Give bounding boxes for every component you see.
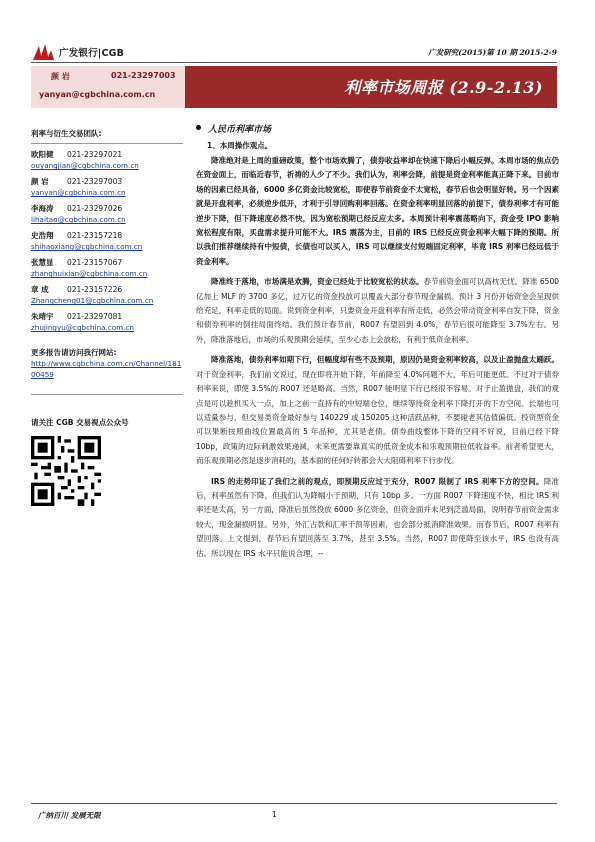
banner-contact-name: 颜 岩 [51, 72, 70, 81]
paragraph-lead: IRS 的走势印证了我们之前的观点，即预期反应过于充分，R007 限制了 IRS 利率下方的空间。 [211, 476, 544, 486]
banner-contact-email: yanyan@cgbchina.com.cn [39, 90, 156, 99]
member-phone: 021-23157067 [67, 258, 123, 267]
member-name: 史浩翔 [31, 231, 54, 240]
paragraph-lead: 降准绝对是上周的重磅政策，整个市场欢腾了，债券收益率却在快速下降后小幅反弹。本周市场的焦点仍在资金面上，而临近春节，祈祷的人少了不少。我们认为，利率会降，前提是资金利率能真正降下来。目前市场的因素已经具备，6000 多亿资金比较宽松，即使春节前资金不太宽松，春节后也会明显好转。另一个因素就是开盘利率，必须逆步低开，才利于引导回购利率回落。在资金利率明显回落的前提下，债券利率才有可能逆步下降，但下降速度必然不快，因为宽松预期已经反应太多。本周预计利率震荡略向下，资金受 IPO 影响宽松程度有限，买盘需求提升可能不大。IRS 震荡为主，目前的 IRS 已经反应资金利率大幅下降的预期。所以我们推荐继续持有中短债，长债也可以买入，IRS 可以继续支付短端固定利率，毕竟 IRS 利率已经远低于资金利率。 [196, 156, 559, 266]
member-name: 朱靖宇 [31, 312, 54, 321]
report-title: 利率市场周报 (2.9-2.13) [344, 78, 543, 97]
paragraph-body: 春节前资金面可以高枕无忧。降准 6500 亿加上 MLF 的 3700 多亿，过万亿的资金投放可以覆盖大部分春节现金漏损。预计 3 月份开始资金会呈现供给充足，利率走低的局面。说到资金利率，只要资金开盘利率有所走低，必然会带动资金利率自发下降，资金和债券利率的倒挂局面终结。我们预计春节前，R007 有望回到 4.0%，春节后很可能降至 3.7%左右。另外，降准落地后，市场的乐观预期会延续，至少心态上会放松，有利于低资金利率。 [196, 277, 559, 344]
footer-divider [31, 803, 557, 804]
member-phone: 021-23157218 [67, 231, 123, 240]
report-banner [31, 66, 557, 108]
sub-title: 1、本周操作观点。 [207, 141, 273, 150]
member-phone: 021-23297026 [67, 204, 123, 213]
paragraph-lead: 降准终于落地，市场满是欢腾，资金已经处于比较宽松的状态。 [211, 277, 424, 287]
member-name: 章 成 [31, 285, 49, 294]
body-paragraph [196, 353, 559, 468]
team-sidebar [31, 128, 183, 510]
paragraph-body: 对于资金利率，我们前文说过，现在即将开始下降，年前降至 4.0%问题不大，年后可能更低。不过对于债券利率来说，即使 3.5%的 R007 还是略高。当然，R007 能明显下行已经很不容易。对于止盈抛盘，我们的观点是可以趁机买入一点，加上之前一直持有的中短端仓位，继续等待资金利率下降打开的下方空间。长端也可以适量参与，但交易类资金最好参与 140229 或 150205 这种活跃品种，不要碰老其估值偏低。投资型资金可以果断按照曲线位置最高的 5 年品种，尤其是老债。债券曲线整体下降的空间不好说，目前已经下降 10bp，政策的边际刺激效果递减，未来更需要靠真实的低资金成本和乐观预期拉低收益率。前者希望更大，而乐观预期必然是逐步消耗的，基本面的任何好转都会大大阻碍利率下行步伐。 [196, 369, 559, 466]
main-content [196, 122, 559, 567]
paragraph-lead: 降准落地，债券利率如期下行，但幅度却有些不及预期，原因仍是资金利率较高，以及止盈抛盘太踊跃。 [211, 355, 559, 365]
team-member [31, 149, 183, 171]
more-reports-link[interactable]: http://www.cgbchina.com.cn/Channel/18100459 [31, 359, 182, 379]
member-email-link[interactable]: ouyangjian@cgbchina.com.cn [31, 161, 139, 170]
cgb-logo-icon [31, 42, 55, 62]
team-member [31, 203, 183, 225]
member-email-link[interactable]: shihaoxiang@cgbchina.com.cn [31, 242, 143, 251]
member-name: 颜 岩 [31, 177, 49, 186]
body-paragraph [196, 275, 559, 347]
logo-text: 广发银行|CGB [59, 48, 125, 59]
paragraph-body: 降准后，利率虽然有下降，但我们认为降幅小于预期，只有 10bp 多。一方面 R007 下降速度不快，相比 IRS 利率还是太高，另一方面，降准后虽然投放 6000 多亿资金，但资金面并未见到泛滥局面，说明春节前资金需求较大，现金漏损明显。另外，外汇占款和汇率干预等因素，也会部分抵消降准效果。而春节后，R007 利率有望回落。上文提到，春节后有望回落至 3.7%，甚至 3.5%。当然，R007 即使降至该水平，IRS 也没有高估。所以现在 IRS 水平只能说合理，-- [196, 476, 560, 558]
member-phone: 021-23157226 [67, 285, 123, 294]
body-paragraph [196, 475, 559, 561]
member-name: 李海涛 [31, 204, 54, 213]
member-phone: 021-23297021 [67, 150, 123, 159]
member-email-link[interactable]: yanyan@cgbchina.com.cn [31, 188, 126, 197]
member-email-link[interactable]: Zhangcheng01@cgbchina.com.cn [31, 296, 154, 305]
team-title: 利率与衍生交易团队: [31, 128, 183, 144]
member-email-link[interactable]: zhanghuixian@cgbchina.com.cn [31, 269, 148, 278]
member-email-link[interactable]: lihaitao@cgbchina.com.cn [31, 215, 126, 224]
qr-code-icon [31, 436, 101, 506]
team-member [31, 311, 183, 333]
banner-contact-phone: 021-23297003 [111, 71, 176, 80]
paragraph-list [196, 154, 559, 561]
team-member [31, 176, 183, 198]
member-list [31, 149, 183, 333]
more-reports-label: 更多报告请访问我行网站: [31, 348, 117, 357]
header-divider [31, 62, 557, 63]
member-name: 张慧显 [31, 258, 54, 267]
team-member [31, 284, 183, 306]
team-member [31, 230, 183, 252]
member-phone: 021-23297081 [67, 312, 123, 321]
footer-slogan: 广纳百川 发展无限 [38, 811, 101, 820]
body-paragraph [196, 154, 559, 269]
member-phone: 021-23297003 [67, 177, 123, 186]
wechat-label: 请关注 CGB 交易视点公众号 [31, 394, 183, 428]
section-title: 人民币利率市场 [196, 122, 559, 135]
member-email-link[interactable]: zhujingyu@cgbchina.com.cn [31, 323, 134, 332]
banner-contact [31, 66, 185, 108]
member-name: 欧阳健 [31, 150, 54, 159]
issue-line: 广发研究(2015)第 10 期 2015-2-9 [428, 48, 557, 57]
bank-logo [31, 42, 124, 62]
page-number: 1 [272, 810, 277, 819]
team-member [31, 257, 183, 279]
